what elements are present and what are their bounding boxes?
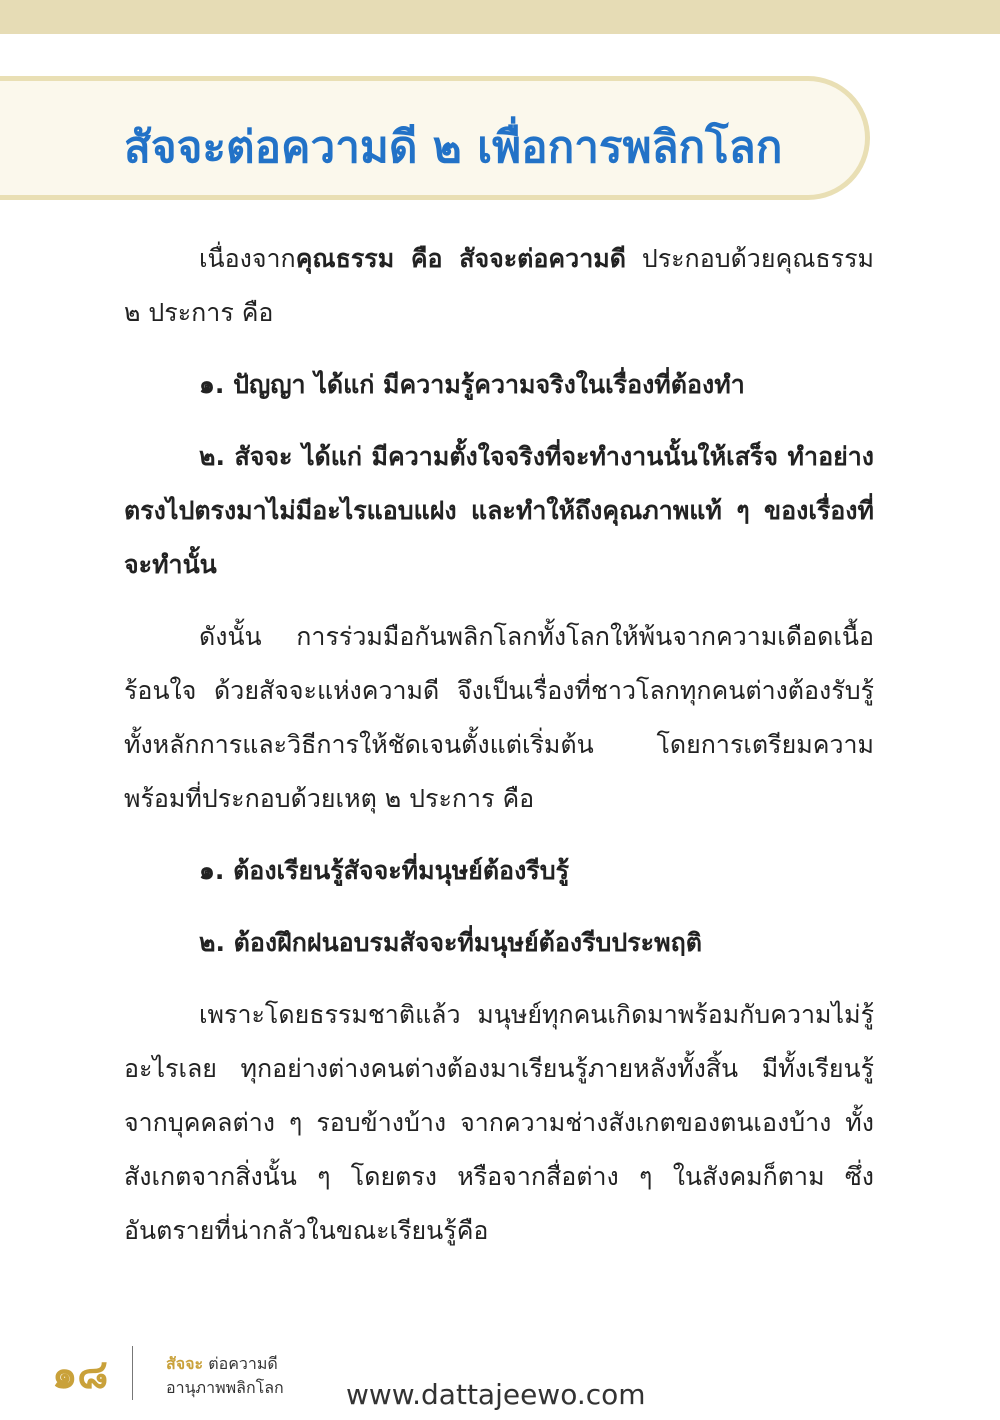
paragraph-2: ดังนั้น การร่วมมือกันพลิกโลกทั้งโลกให้พ้นจากความเดือดเนื้อร้อนใจ ด้วยสัจจะแห่งความดี จึงเป็นเรื่องที่ชาวโลกทุกคนต่างต้องรับรู้ทั้งหลักการและวิธีการให้ชัดเจนตั้งแต่เริ่มต้น โดยการเตรียมความพร้อมที่ประกอบด้วยเหตุ ๒ ประการ คือ [124, 622, 874, 813]
top-decor-band [0, 0, 1000, 34]
intro-suffix: ประกอบด้วยคุณธรรม ๒ ประการ คือ [124, 244, 875, 327]
footer-book-title [166, 1352, 284, 1400]
book-title-line2: อานุภาพพลิกโลก [166, 1378, 284, 1397]
intro-paragraph [124, 232, 874, 340]
footer-divider [132, 1346, 133, 1400]
book-title-rest: ต่อความดี [203, 1354, 278, 1373]
body-text [124, 232, 874, 1276]
cause-item-2: ๒. ต้องฝึกฝนอบรมสัจจะที่มนุษย์ต้องรีบประพฤติ [199, 928, 702, 957]
paragraph-3: เพราะโดยธรรมชาติแล้ว มนุษย์ทุกคนเกิดมาพร้อมกับความไม่รู้อะไรเลย ทุกอย่างต่างคนต่างต้องมาเรียนรู้ภายหลังทั้งสิ้น มีทั้งเรียนรู้จากบุคคลต่าง ๆ รอบข้างบ้าง จากความช่างสังเกตของตนเองบ้าง ทั้งสังเกตจากสิ่งนั้น ๆ โดยตรง หรือจากสื่อต่าง ๆ ในสังคมก็ตาม ซึ่งอันตรายที่น่ากลัวในขณะเรียนรู้คือ [124, 1000, 874, 1245]
page-number: ๑๘ [52, 1352, 109, 1398]
cause-item-1: ๑. ต้องเรียนรู้สัจจะที่มนุษย์ต้องรีบรู้ [199, 856, 570, 885]
virtue-item-1: ๑. ปัญญา ได้แก่ มีความรู้ความจริงในเรื่องที่ต้องทำ [199, 370, 745, 399]
page-title: สัจจะต่อความดี ๒ เพื่อการพลิกโลก [124, 122, 783, 173]
intro-bold: คุณธรรม คือ สัจจะต่อความดี [295, 244, 626, 273]
virtue-item-2: ๒. สัจจะ ได้แก่ มีความตั้งใจจริงที่จะทำงานนั้นให้เสร็จ ทำอย่างตรงไปตรงมาไม่มีอะไรแอบแฝง และทำให้ถึงคุณภาพแท้ ๆ ของเรื่องที่จะทำนั้น [124, 442, 874, 579]
book-title-highlight: สัจจะ [166, 1354, 204, 1373]
footer-website: www.dattajeewo.com [346, 1378, 646, 1411]
intro-prefix: เนื่องจาก [199, 244, 296, 273]
